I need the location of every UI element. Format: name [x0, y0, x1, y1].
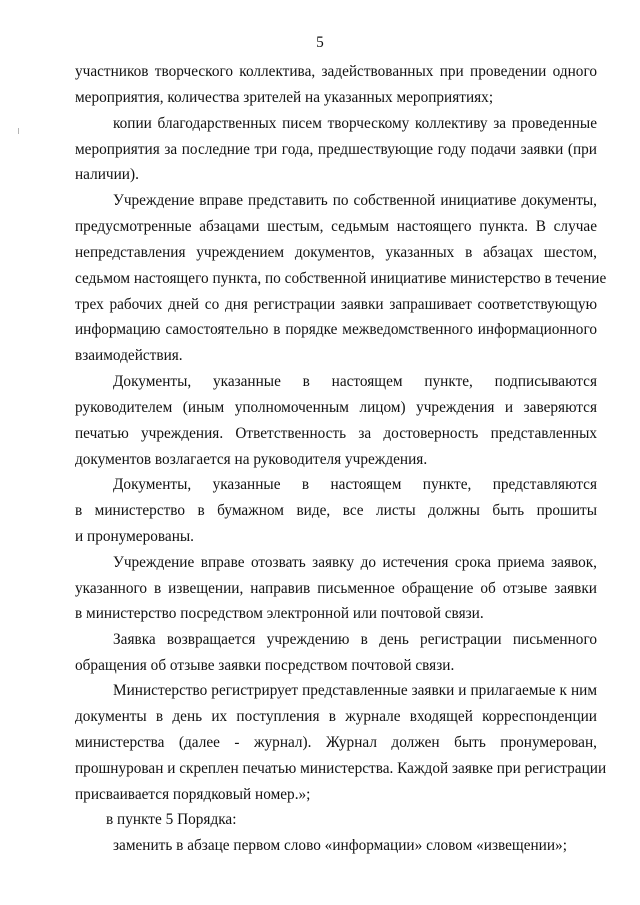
text-line: седьмом настоящего пункта, по собственной инициативе министерство в течение [75, 270, 607, 287]
text-line: печатью учреждения. Ответственность за достоверность представленных [75, 425, 597, 442]
text-line: Министерство регистрирует представленные заявки и прилагаемые к ним [113, 682, 597, 699]
text-line: информацию самостоятельно в порядке межведомственного информационного [75, 321, 597, 338]
text-line: Документы, указанные в настоящем пункте, представляются [113, 476, 597, 493]
scan-margin-mark [18, 128, 19, 134]
text-line: мероприятия, количества зрителей на указанных мероприятиях; [75, 89, 494, 106]
text-line: и пронумерованы. [75, 528, 194, 545]
text-line: документы в день их поступления в журнале входящей корреспонденции [75, 708, 597, 725]
text-line: мероприятия за последние три года, предшествующие году подачи заявки (при [75, 141, 597, 158]
text-line: руководителем (иным уполномоченным лицом) учреждения и заверяются [75, 399, 597, 416]
text-line: взаимодействия. [75, 347, 183, 364]
text-line: прошнурован и скреплен печатью министерства. Каждой заявке при регистрации [75, 760, 607, 777]
text-line: Учреждение вправе представить по собственной инициативе документы, [113, 192, 597, 209]
text-line: присваивается порядковый номер.»; [75, 786, 311, 803]
text-line: в министерство посредством электронной или почтовой связи. [75, 605, 484, 622]
text-line: трех рабочих дней со дня регистрации заявки запрашивает соответствующую [75, 296, 597, 313]
text-line: указанного в извещении, направив письменное обращение об отзыве заявки [75, 580, 597, 597]
text-line: заменить в абзаце первом слово «информации» словом «извещении»; [113, 837, 567, 854]
text-line: непредставления учреждением документов, указанных в абзацах шестом, [75, 244, 597, 261]
text-line: документов возлагается на руководителя учреждения. [75, 451, 428, 468]
text-line: Документы, указанные в настоящем пункте, подписываются [113, 373, 597, 390]
text-line: министерства (далее - журнал). Журнал должен быть пронумерован, [75, 734, 597, 751]
text-line: Учреждение вправе отозвать заявку до истечения срока приема заявок, [113, 554, 597, 571]
page-number: 5 [316, 34, 324, 51]
text-line: в пункте 5 Порядка: [106, 811, 237, 828]
text-line: Заявка возвращается учреждению в день регистрации письменного [113, 631, 597, 648]
text-line: предусмотренные абзацами шестым, седьмым настоящего пункта. В случае [75, 218, 597, 235]
text-line: участников творческого коллектива, задействованных при проведении одного [75, 63, 597, 80]
text-line: наличии). [75, 166, 139, 183]
text-line: обращения об отзыве заявки посредством почтовой связи. [75, 657, 455, 674]
text-line: в министерство в бумажном виде, все листы должны быть прошиты [75, 502, 597, 519]
text-line: копии благодарственных писем творческому коллективу за проведенные [113, 115, 597, 132]
